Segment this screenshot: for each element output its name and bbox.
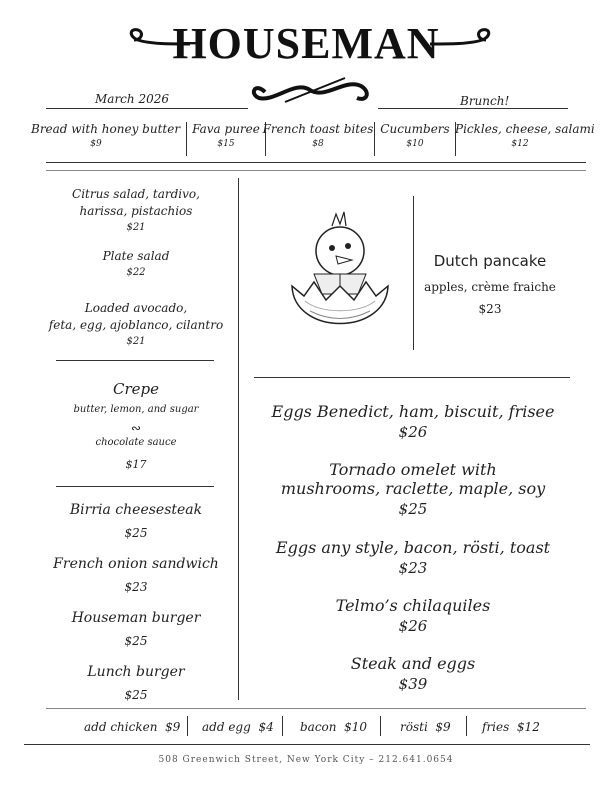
salad-item: Loaded avocado, feta, egg, ajoblanco, cilantro $21 [48, 301, 224, 347]
scroll-ornament-icon [245, 72, 375, 110]
main-item: Birria cheesesteak $25 [69, 502, 203, 540]
crepe-price: $17 [125, 458, 147, 471]
divider-swirl-icon: ∾ [130, 421, 142, 435]
appetizer-item: Pickles, cheese, salami $12 [455, 122, 595, 149]
main-item: Tornado omelet with mushrooms, raclette, maple, soy $25 [280, 460, 546, 518]
side-item: rösti $9 [400, 720, 451, 734]
restaurant-title: HOUSEMAN [172, 19, 440, 68]
right-flourish-icon [420, 26, 500, 56]
featured-dish [415, 252, 565, 316]
main-item: Steak and eggs $39 [350, 654, 476, 693]
featured-price: $23 [478, 302, 502, 316]
appetizer-item: Fava puree $15 [192, 122, 260, 149]
featured-name: Dutch pancake [433, 252, 547, 270]
crepe-name: Crepe [112, 380, 159, 398]
side-item: bacon $10 [300, 720, 368, 734]
main-item: Houseman burger $25 [71, 610, 201, 648]
side-item: add chicken $9 [84, 720, 181, 734]
crepe-desc-2: chocolate sauce [95, 437, 177, 448]
chick-in-egg-illustration [280, 196, 400, 346]
crepe-desc-1: butter, lemon, and sugar [73, 404, 199, 415]
main-item: Eggs Benedict, ham, biscuit, frisee $26 [271, 402, 555, 441]
side-item: fries $12 [482, 720, 540, 734]
salad-item: Plate salad $22 [102, 249, 170, 278]
appetizer-item: French toast bites $8 [262, 122, 374, 149]
footer-address: 508 Greenwich Street, New York City – 212.641.0654 [158, 755, 454, 765]
main-item: Telmo’s chilaquiles $26 [335, 596, 491, 635]
appetizer-item: Cucumbers $10 [380, 122, 450, 149]
side-item: add egg $4 [202, 720, 274, 734]
main-item: Lunch burger $25 [87, 664, 185, 702]
service-label: Brunch! [460, 94, 510, 108]
salad-item: Citrus salad, tardivo, harissa, pistachios $21 [72, 187, 200, 233]
main-item: French onion sandwich $23 [53, 556, 219, 594]
appetizer-item: Bread with honey butter $9 [31, 122, 181, 149]
main-item: Eggs any style, bacon, rösti, toast $23 [275, 538, 551, 577]
crepe-section [46, 380, 226, 471]
featured-desc: apples, crème fraiche [424, 280, 556, 294]
menu-date: March 2026 [95, 92, 169, 106]
